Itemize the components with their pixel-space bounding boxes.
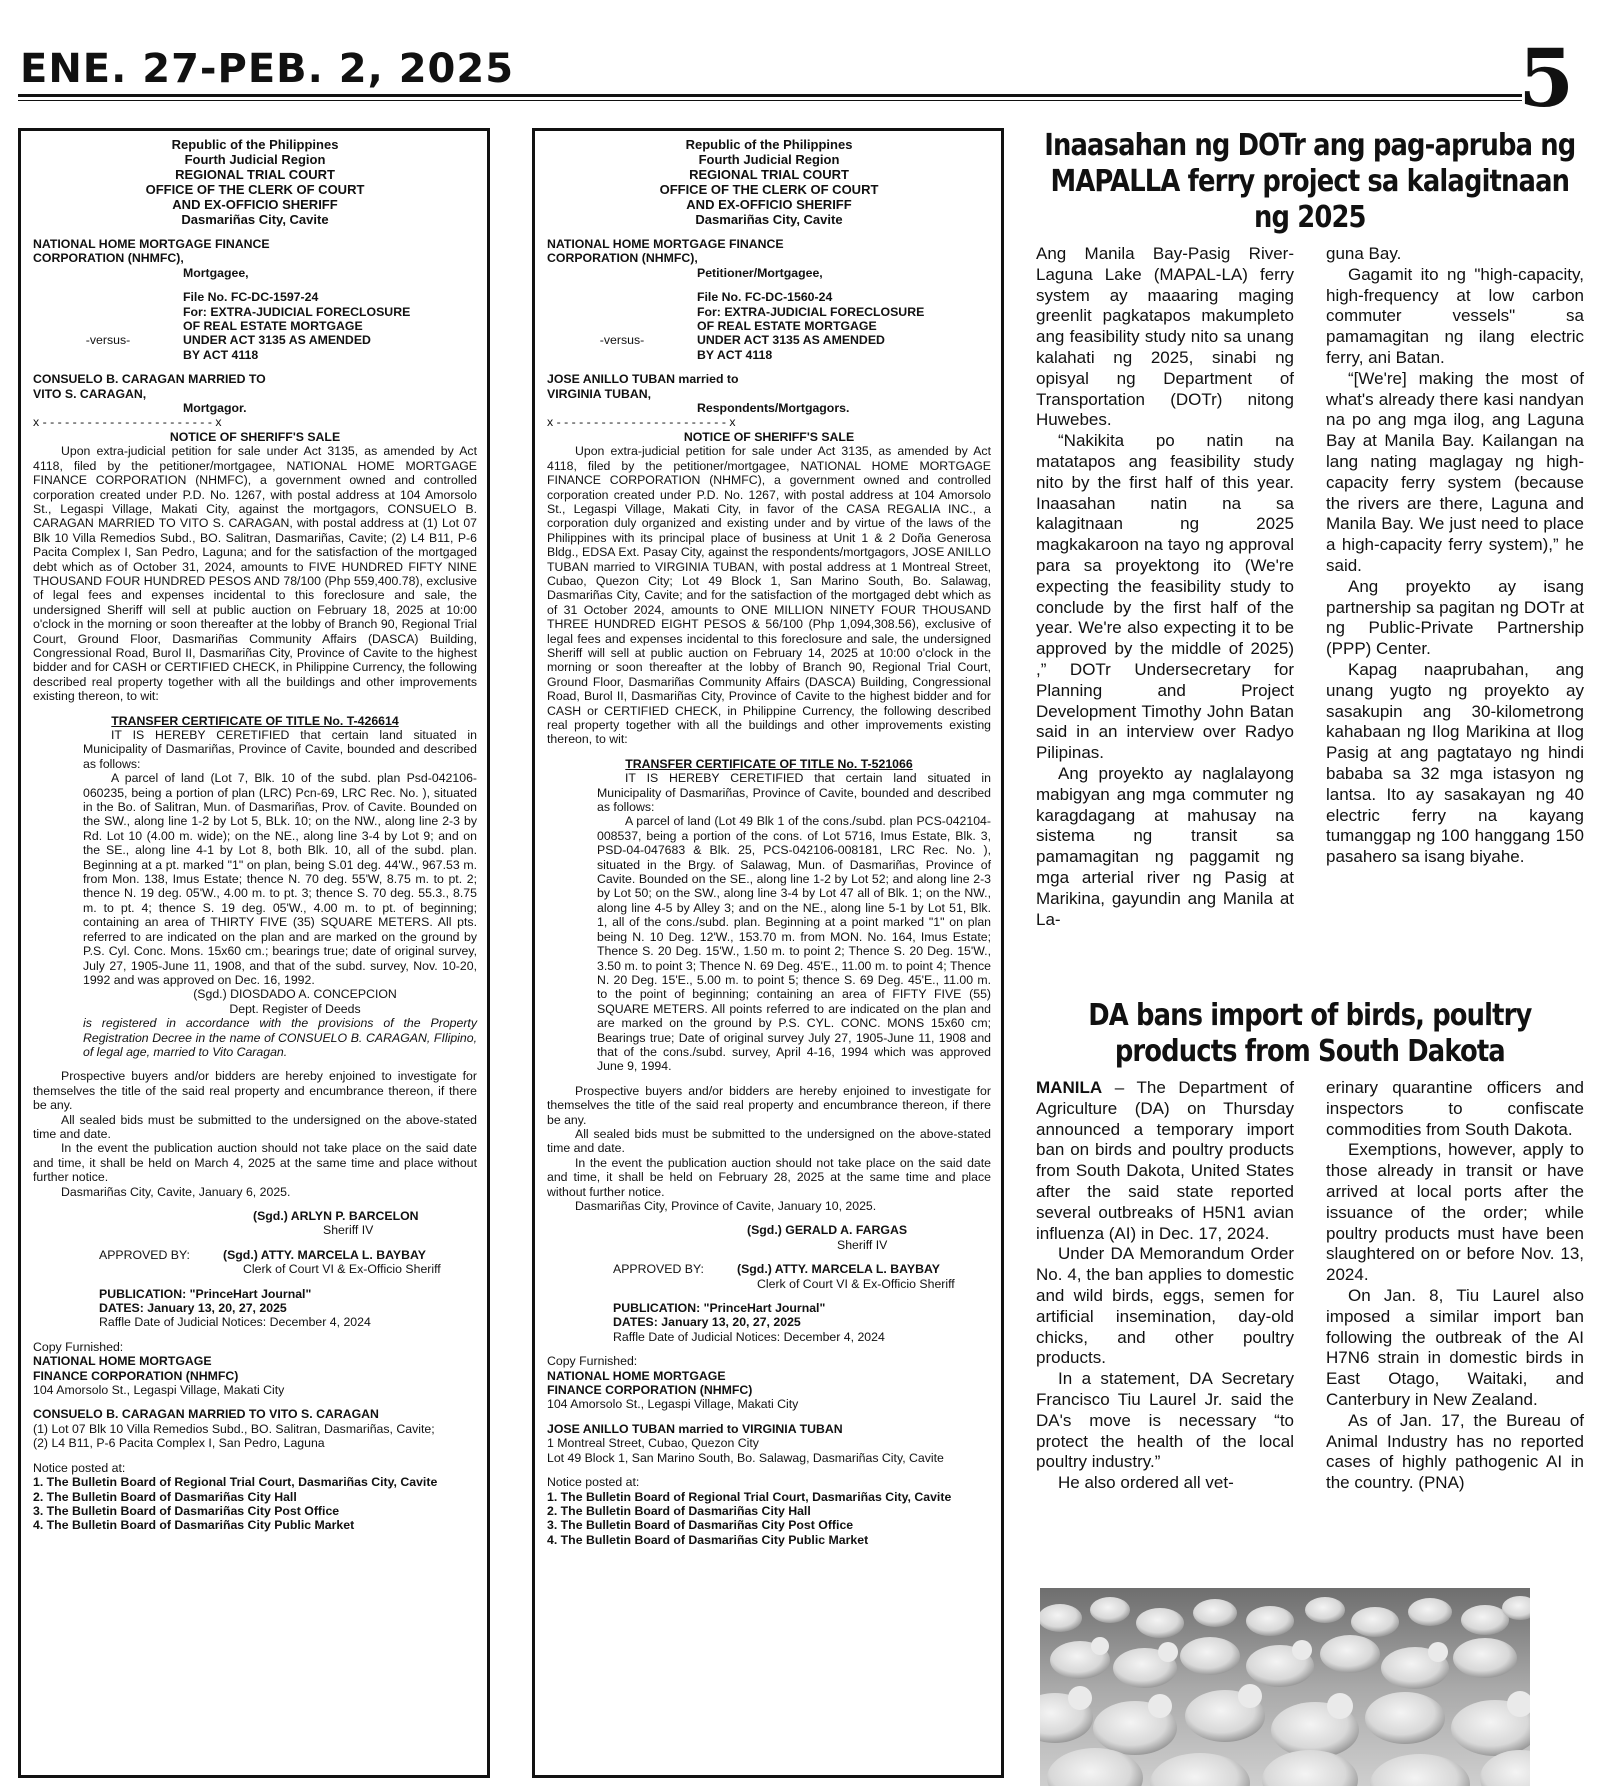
court-line: Republic of the Philippines [171, 137, 339, 152]
copy-furnished-label: Copy Furnished: [33, 1339, 124, 1354]
raffle-date: Raffle Date of Judicial Notices: December 4, 2024 [99, 1315, 371, 1330]
article-paragraph: He also ordered all vet- [1058, 1473, 1234, 1493]
copy-recipient: FINANCE CORPORATION (NHMFC) [33, 1368, 239, 1383]
plaintiff-role: Mortgagee, [183, 265, 249, 280]
article-paragraph: Ang proyekto ay naglalayong mabigyan ang mga commuter ng karagdagang at mahusay na sistema ng transit sa pamamagitan ng paggamit ng mga arterial river ng Pasig at Marikina, gayundin ang Manila at La- [1036, 763, 1294, 929]
sheriff-sale-notice-2 [532, 128, 1004, 1778]
approver-signature: (Sgd.) ATTY. MARCELA L. BAYBAY [737, 1262, 940, 1277]
case-type: OF REAL ESTATE MORTGAGE [183, 319, 363, 334]
court-line: Fourth Judicial Region [184, 152, 326, 167]
plaintiff-name: CORPORATION (NHMFC), [547, 251, 698, 266]
article-paragraph: guna Bay. [1326, 244, 1402, 263]
article-paragraph: Gagamit ito ng "high-capacity, high-frequency at low carbon commuter vessels" sa pamamagitan ng ilang electric ferry, ani Batan. [1326, 264, 1584, 367]
tct-intro: IT IS HEREBY CERETIFIED that certain land situated in Municipality of Dasmariñas, Province of Cavite, bounded and described as follows: [83, 728, 477, 771]
article-column-left [1036, 1078, 1294, 1494]
article-paragraph [1036, 1078, 1294, 1244]
sheriff-title: Sheriff IV [837, 1237, 888, 1252]
header-rule-thin [18, 100, 1522, 101]
tct-title: TRANSFER CERTIFICATE OF TITLE No. T-521066 [625, 756, 913, 771]
prospective-buyers-note: Prospective buyers and/or bidders are hereby enjoined to investigate for themselves the title of the said real property and encumbrance thereon, if there be any. [547, 1083, 991, 1127]
plaintiff-name: NATIONAL HOME MORTGAGE FINANCE [547, 237, 784, 251]
article-paragraph: “Nakikita po natin na matatapos ang feasibility study nito by the first half of this year. Inaasahan natin na sa kalagitnaan ng 2025 magkakaroon na tayo ng approval para sa proyektong ito (We're expecting the feasibility study to conclude by the first half of the year. We're also expecting it to be approved by the middle of 2025) ,” DOTr Undersecretary for Planning and Project Development Timothy John Batan said in an interview over Radyo Pilipinas. [1036, 431, 1294, 763]
registration-statement: is registered in accordance with the provisions of the Property Registration Decree in the name of CONSUELO B. CARAGAN, FIlipino, of legal age, married to Vito Caragan. [83, 1016, 477, 1059]
article-paragraph: Ang proyekto ay isang partnership sa pagitan ng DOTr at ng Public-Private Partnership (PPP) Center. [1326, 576, 1584, 659]
poultry-chickens-photo [1040, 1588, 1530, 1786]
file-number: File No. FC-DC-1560-24 [697, 290, 833, 305]
article-column-right [1326, 244, 1584, 930]
case-type: For: EXTRA-JUDICIAL FORECLOSURE [183, 304, 411, 319]
copy-recipient: NATIONAL HOME MORTGAGE [33, 1354, 212, 1369]
place-and-date: Dasmariñas City, Cavite, January 6, 2025. [61, 1184, 291, 1199]
posted-location: 4. The Bulletin Board of Dasmariñas City Public Market [547, 1532, 869, 1547]
rescheduling-note: In the event the publication auction should not take place on the said date and time, it shall be held on February 28, 2025 at the same time and place without further notice. [547, 1155, 991, 1199]
posted-location: 1. The Bulletin Board of Regional Trial Court, Dasmariñas City, Cavite [547, 1489, 952, 1504]
copy-recipient: NATIONAL HOME MORTGAGE [547, 1368, 726, 1383]
versus-label: -versus- [599, 333, 645, 348]
court-line: REGIONAL TRIAL COURT [689, 167, 849, 182]
article-paragraph: In a statement, DA Secretary Francisco Tiu Laurel Jr. said the DA's move is necessary “to protect the health of the local poultry industry.” [1036, 1369, 1294, 1472]
copy-address: 104 Amorsolo St., Legaspi Village, Makati City [547, 1397, 799, 1412]
rescheduling-note: In the event the publication auction should not take place on the said date and time, it shall be held on March 4, 2025 at the same time and place without further notice. [33, 1141, 477, 1185]
posted-at-label: Notice posted at: [33, 1460, 126, 1475]
approver-title: Clerk of Court VI & Ex-Officio Sheriff [243, 1262, 441, 1277]
copy-furnished-label: Copy Furnished: [547, 1354, 638, 1369]
publication-dates: DATES: January 13, 20, 27, 2025 [99, 1301, 287, 1316]
act-line: BY ACT 4118 [697, 347, 773, 362]
copy-party-address: 1 Montreal Street, Cubao, Quezon City [547, 1436, 759, 1451]
plaintiff-name: NATIONAL HOME MORTGAGE FINANCE [33, 237, 270, 251]
copy-recipient: FINANCE CORPORATION (NHMFC) [547, 1383, 753, 1398]
posted-location: 1. The Bulletin Board of Regional Trial Court, Dasmariñas City, Cavite [33, 1475, 438, 1490]
posted-location: 4. The Bulletin Board of Dasmariñas City Public Market [33, 1518, 355, 1533]
tct-intro: IT IS HEREBY CERETIFIED that certain land situated in Municipality of Dasmariñas, Province of Cavite, bounded and described as follows: [597, 771, 991, 815]
approved-by-label: APPROVED BY: [99, 1247, 190, 1262]
case-type: OF REAL ESTATE MORTGAGE [697, 319, 877, 334]
article-paragraph: Ang Manila Bay-Pasig River-Laguna Lake (MAPAL-LA) ferry system ay maaaring maging greenlit pagkatapos makumpleto ang feasibility study nito sa unang kalahati ng 2025, sinabi ng opisyal ng Department of Transportation (DOTr) nitong Huwebes. [1036, 244, 1294, 430]
act-line: UNDER ACT 3135 AS AMENDED [183, 333, 371, 348]
page-header [18, 0, 1582, 125]
publication-dates: DATES: January 13, 20, 27, 2025 [613, 1315, 801, 1330]
court-line: Fourth Judicial Region [698, 152, 840, 167]
notice-body: Upon extra-judicial petition for sale under Act 3135, as amended by Act 4118, filed by the petitioner/mortgagee, NATIONAL HOME MORTGAGE FINANCE CORPORATION (NHMFC), a government owned and controlled corporation created under P.D. No. 1267, with postal address at 104 Amorsolo St., Legaspi Village, Makati City, in favor of the CASA REGALIA INC., a corporation duly organized and existing under and by virtue of the laws of the Philippines with its principal place of business at Unit 1 & 2 Doña Generosa Bldg., EDSA Ext. Pasay City, against the respondents/mortgagors, JOSE ANILLO TUBAN married to VIRGINIA TUBAN, with postal address at 1 Montreal Street, Cubao, Quezon City; Lot 49 Block 1, San Marino South, Bo. Salawag, Dasmariñas City, Cavite; and for the satisfaction of the mortgaged debt which as of 31 October 2024, amounts to ONE MILLION NINETY FOUR THOUSAND THREE HUNDRED EIGHT PESOS & 56/100 (Php 1,094,308.56), exclusive of legal fees and expenses incidental to this foreclosure and sale, the undersigned Sheriff will sell at public auction on February 14, 2025 at 10:00 o'clock in the morning or soon thereafter at the lobby of Branch 90, Regional Trial Court, Ground Floor, Dasmariñas Community Affairs (DASCA) Building, Congressional Road, Burol II, Dasmariñas City, Province of Cavite to the highest bidder and for CASH or CERTIFIED CHECK, in Philippine Currency, the following described real property together with all the buildings and other improvements existing thereon, to wit: [547, 444, 991, 747]
court-line: OFFICE OF THE CLERK OF COURT [659, 182, 879, 197]
court-line: Dasmariñas City, Cavite [695, 212, 843, 227]
defendant-name: VITO S. CARAGAN, [33, 386, 147, 401]
notice-body: Upon extra-judicial petition for sale under Act 3135, as amended by Act 4118, filed by the petitioner/mortgagee, NATIONAL HOME MORTGAGE FINANCE CORPORATION (NHMFC), a government owned and controlled corporation created under P.D. No. 1267, with postal address at 104 Amorsolo St., Legaspi Village, Makati City, against the mortgagors, CONSUELO B. CARAGAN MARRIED TO VITO S. CARAGAN, with postal address at (1) Lot 07 Blk 10 Villa Remedios Subd., BO. Salitran, Dasmariñas, Cavite; (2) L4 B11, P-6 Pacita Complex I, San Pedro, Laguna; and for the satisfaction of the mortgaged debt which as of October 31, 2024, amounts to FIVE HUNDRED FIFTY NINE THOUSAND FOUR HUNDRED PESOS AND 78/100 (Php 559,400.78), exclusive of legal fees and expenses incidental to this foreclosure and sale, the undersigned Sheriff will sell at public auction on February 18, 2025 at 10:00 o'clock in the morning or soon thereafter at the lobby of Branch 90, Regional Trial Court, Ground Floor, Dasmariñas Community Affairs (DASCA) Building, Congressional Road, Burol II, Dasmariñas City, Province of Cavite to the highest bidder and for CASH or CERTIFIED CHECK, in Philippine Currency, the following described real property together with all the buildings and other improvements existing thereon, to wit: [33, 444, 477, 704]
file-number: File No. FC-DC-1597-24 [183, 290, 319, 305]
copy-address: 104 Amorsolo St., Legaspi Village, Makati City [33, 1383, 285, 1398]
place-and-date: Dasmariñas City, Province of Cavite, January 10, 2025. [575, 1199, 877, 1213]
approver-title: Clerk of Court VI & Ex-Officio Sheriff [757, 1276, 955, 1291]
copy-party-address: (1) Lot 07 Blk 10 Villa Remedios Subd., BO. Salitran, Dasmariñas, Cavite; [33, 1421, 435, 1436]
posted-at-label: Notice posted at: [547, 1475, 640, 1490]
article-column-right [1326, 1078, 1584, 1494]
posted-location: 2. The Bulletin Board of Dasmariñas City Hall [547, 1503, 811, 1518]
defendant-name: VIRGINIA TUBAN, [547, 386, 652, 401]
copy-party-address: Lot 49 Block 1, San Marino South, Bo. Salawag, Dasmariñas City, Cavite [547, 1450, 944, 1465]
sheriff-signature: (Sgd.) GERALD A. FARGAS [747, 1223, 908, 1238]
sheriff-title: Sheriff IV [323, 1223, 374, 1238]
sheriff-sale-notice-1 [18, 128, 490, 1778]
notice-title: NOTICE OF SHERIFF'S SALE [683, 429, 855, 444]
article-paragraph: erinary quarantine officers and inspectors to confiscate commodities from South Dakota. [1326, 1078, 1584, 1139]
article-headline: DA bans import of birds, poultry products from South Dakota [1088, 998, 1532, 1069]
defendant-name: JOSE ANILLO TUBAN married to [547, 372, 739, 387]
court-header [547, 137, 991, 227]
sheriff-signature: (Sgd.) ARLYN P. BARCELON [253, 1209, 419, 1223]
court-line: AND EX-OFFICIO SHERIFF [172, 197, 338, 212]
defendant-name: CONSUELO B. CARAGAN MARRIED TO [33, 372, 266, 387]
copy-party: CONSUELO B. CARAGAN MARRIED TO VITO S. CARAGAN [33, 1407, 379, 1422]
separator: x - - - - - - - - - - - - - - - - - - - - - - - x [547, 415, 736, 430]
dateline: MANILA [1036, 1078, 1103, 1097]
plaintiff-role: Petitioner/Mortgagee, [697, 265, 823, 280]
posted-location: 3. The Bulletin Board of Dasmariñas City Post Office [33, 1503, 340, 1518]
tct-title: TRANSFER CERTIFICATE OF TITLE No. T-426614 [111, 713, 399, 728]
article-paragraph: “[We're] making the most of what's already there kasi nandyan na po ang mga ilog, ang Laguna Bay at Manila Bay. Kailangan na lang nating maglagay ng high-capacity ferry system (because the rivers are there, Laguna and Manila Bay. We just need to place a high-capacity ferry system),” he said. [1326, 368, 1584, 575]
court-line: Republic of the Philippines [685, 137, 853, 152]
notice-title: NOTICE OF SHERIFF'S SALE [169, 429, 341, 444]
separator: x - - - - - - - - - - - - - - - - - - - - - - - x [33, 415, 222, 430]
defendant-role: Respondents/Mortgagors. [697, 401, 850, 416]
case-type: For: EXTRA-JUDICIAL FORECLOSURE [697, 304, 925, 319]
posted-location: 3. The Bulletin Board of Dasmariñas City Post Office [547, 1518, 854, 1533]
publication-name: PUBLICATION: "PrinceHart Journal" [613, 1301, 826, 1316]
court-line: OFFICE OF THE CLERK OF COURT [145, 182, 365, 197]
publication-name: PUBLICATION: "PrinceHart Journal" [99, 1286, 312, 1301]
article-dotr-ferry [1036, 128, 1584, 930]
prospective-buyers-note: Prospective buyers and/or bidders are hereby enjoined to investigate for themselves the title of the said real property and encumbrance thereon, if there be any. [33, 1069, 477, 1113]
court-line: REGIONAL TRIAL COURT [175, 167, 335, 182]
copy-party-address: (2) L4 B11, P-6 Pacita Complex I, San Pedro, Laguna [33, 1436, 325, 1451]
court-line: Dasmariñas City, Cavite [181, 212, 329, 227]
article-headline: Inaasahan ng DOTr ang pag-apruba ng MAPALLA ferry project sa kalagitnaan ng 2025 [1044, 128, 1576, 235]
plaintiff-name: CORPORATION (NHMFC), [33, 251, 184, 266]
copy-party: JOSE ANILLO TUBAN married to VIRGINIA TUBAN [547, 1421, 843, 1436]
chickens-illustration [1040, 1588, 1530, 1786]
article-paragraph: Exemptions, however, apply to those already in transit or have arrived at local ports after the issuance of the order; while poultry products must have been slaughtered on or before Nov. 13, 2024. [1326, 1140, 1584, 1285]
article-column-left [1036, 244, 1294, 930]
tct-description: A parcel of land (Lot 49 Blk 1 of the cons./subd. plan PCS-042104-008537, being a portion of the cons. of Lot 5716, Imus Estate, Blk. 3, PSD-04-047683 & Blk. 25, PCS-042106-008181, LRC Rec. No. ), situated in the Brgy. of Salawag, Mun. of Dasmariñas, Province of Cavite. Bounded on the SE., along line 1-2 by Lot 52; and along line 2-3 by Lot 50; on the SW., along line 3-4 by Lot 47 all of Blk. 1; on the NW., along line 4-5 by Alley 3; and on the NE., along line 5-1 by Lot 51, Blk. 1, all of the cons./subd. plan. Beginning at a point marked "1" on plan being N. 10 Deg. 12'W., 153.70 m. from MON. No. 164, Imus Estate; Thence S. 20 Deg. 15'W., 1.50 m. to point 2; Thence S. 20 Deg. 15'W., 3.50 m. to point 3; Thence N. 69 Deg. 45'E., 11.00 m. to point 4; Thence N. 20 Deg. 15'E., 5.00 m. to point 5; thence S. 69 Deg. 45'E., 11.00 m. to the point of beginning; containing an area of FIFTY FIVE (55) SQUARE METERS. All points referred to are indicated on the plan and are marked on the ground by P.S. CYL. CONC. MONS 15x60 cm; Bearings true; Date of original survey July 27, 1905-June 11, 1908 and that of the cons./subd. survey, April 4-16, 1994 which was approved June 9, 1994. [597, 814, 991, 1074]
deeds-signer: (Sgd.) DIOSDADO A. CONCEPCION [193, 987, 397, 1002]
article-da-poultry-ban [1036, 998, 1584, 1494]
act-line: UNDER ACT 3135 AS AMENDED [697, 333, 885, 348]
tct-description: A parcel of land (Lot 7, Blk. 10 of the subd. plan Psd-042106-060235, being a portion of plan (LRC) Pcn-69, LRC Rec. No. ), situated in the Bo. of Salitran, Mun. of Dasmariñas, Prov. of Cavite. Bounded on the SW., along line 1-2 by Lot 5, BLk. 10; on the NW., along line 2-3 by Rd. Lot 10 (4.00 m. wide); on the NE., along line 3-4 by Lot 9; and on the SE., along line 4-1 by Lot 8, both Blk. 10, all of the subd. plan. Beginning at a pt. marked "1" on plan, being S.01 deg. 44'W., 967.53 m. from Mon. 138, Imus Estate; thence N. 70 deg. 55'W, 8.75 m. to pt. 2; thence N. 19 deg. 05'W., 4.00 m. to pt. 3; thence S. 70 deg. 55.3., 8.75 m. to pt. 4; thence S. 19 deg. 05'W., 4.00 m. to pt. of beginning; containing an area of THIRTY FIVE (35) SQUARE METERS. All pts. referred to are indicated on the plan and are marked on the ground by P.S. Cyl. Conc. Mons. 15x60 cm.; bearings true; date of original survey, July 27, 1905-June 11, 1908, and that of the subd. survey, Nov. 10-20, 1992 and was approved on Dec. 16, 1992. [83, 771, 477, 987]
article-paragraph: As of Jan. 17, the Bureau of Animal Industry has no reported cases of highly pathogenic AI in the country. (PNA) [1326, 1410, 1584, 1493]
approved-by-label: APPROVED BY: [613, 1262, 704, 1277]
posted-location: 2. The Bulletin Board of Dasmariñas City Hall [33, 1489, 297, 1504]
deeds-title: Dept. Register of Deeds [229, 1001, 361, 1016]
act-line: BY ACT 4118 [183, 347, 259, 362]
sealed-bids-note: All sealed bids must be submitted to the undersigned on the above-stated time and date. [547, 1126, 991, 1156]
court-line: AND EX-OFFICIO SHERIFF [686, 197, 852, 212]
article-paragraph: On Jan. 8, Tiu Laurel also imposed a similar import ban following the outbreak of the AI H7N6 strain in domestic birds in East Otago, Waitaki, and Canterbury in New Zealand. [1326, 1285, 1584, 1409]
raffle-date: Raffle Date of Judicial Notices: December 4, 2024 [613, 1329, 885, 1344]
defendant-role: Mortgagor. [183, 401, 247, 416]
article-paragraph: Kapag naaprubahan, ang unang yugto ng proyekto ay sasakupin ang 30-kilometrong kahabaan ng Ilog Marikina at Ilog Pasig at ang pagtatayo ng hindi bababa sa 32 mga istasyon ng lantsa. Ito ay sasakayan ng 40 electric ferry na kayang tumanggap ng 100 hanggang 150 pasahero sa isang biyahe. [1326, 659, 1584, 867]
issue-date: ENE. 27-PEB. 2, 2025 [20, 46, 515, 92]
lead-text: – The Department of Agriculture (DA) on Thursday announced a temporary import ban on birds and poultry products from South Dakota, United States after the said state reported several outbreaks of H5N1 avian influenza (AI) in Dec. 17, 2024. [1036, 1078, 1294, 1243]
versus-label: -versus- [85, 333, 131, 348]
page-number: 5 [1518, 31, 1574, 125]
header-rule [18, 94, 1522, 97]
sealed-bids-note: All sealed bids must be submitted to the undersigned on the above-stated time and date. [33, 1112, 477, 1141]
approver-signature: (Sgd.) ATTY. MARCELA L. BAYBAY [223, 1247, 426, 1262]
court-header [33, 137, 477, 227]
article-paragraph: Under DA Memorandum Order No. 4, the ban applies to domestic and wild birds, eggs, semen for artificial insemination, day-old chicks, and other poultry products. [1036, 1244, 1294, 1368]
